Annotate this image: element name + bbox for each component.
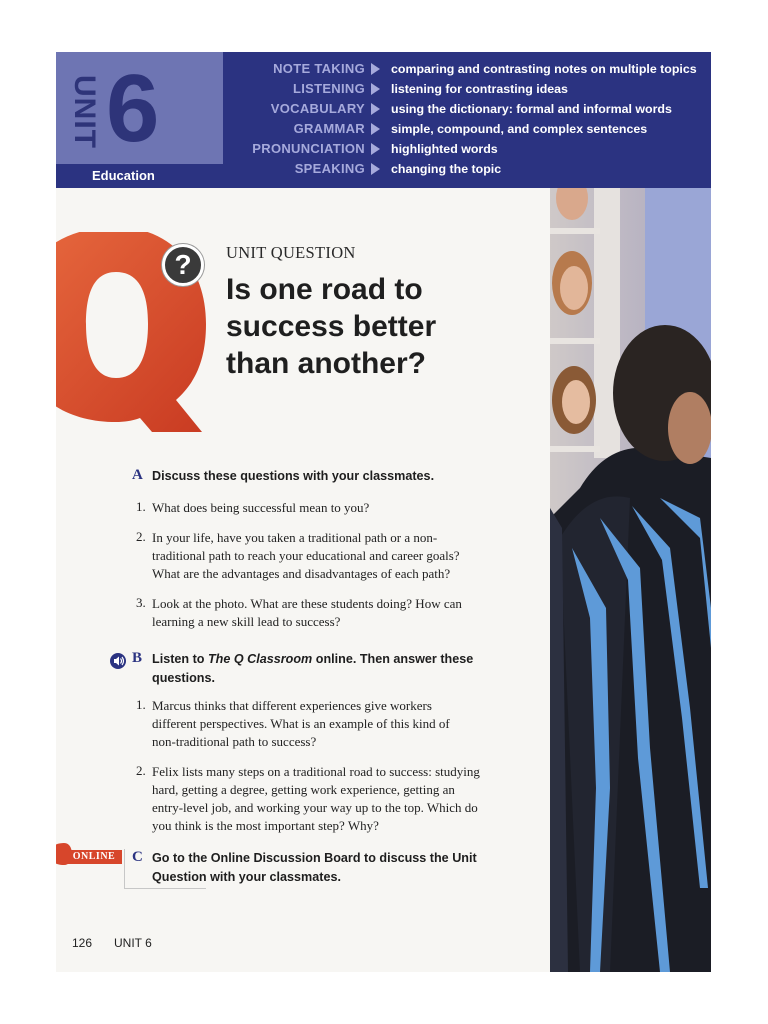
item-number: 1. [136, 697, 146, 712]
arrow-right-icon [371, 163, 380, 175]
item-line: entry-level job, and working your way up to the top. Which do [152, 800, 478, 815]
skill-name: LISTENING [292, 81, 365, 96]
unit-theme: Education [56, 164, 223, 188]
textbook-page [56, 52, 711, 972]
instruction-text: Question with your classmates. [152, 870, 341, 884]
instruction-text: Listen to [152, 652, 208, 666]
item-line: traditional path to reach your educational and career goals? [152, 548, 460, 563]
skill-row [223, 139, 711, 159]
skill-row [223, 79, 711, 99]
item-number: 2. [136, 763, 146, 778]
unit-question-line: Is one road to [226, 273, 423, 306]
page-number: 126 [72, 936, 93, 950]
skill-row [223, 159, 711, 179]
skill-row [223, 59, 711, 79]
item-number: 2. [136, 529, 146, 544]
item-line: different perspectives. What is an example of this kind of [152, 716, 450, 731]
footer-unit-label: UNIT 6 [114, 936, 152, 950]
skill-description: simple, compound, and complex sentences [391, 122, 648, 136]
instruction-text: questions. [152, 671, 215, 685]
skill-row [223, 119, 711, 139]
item-line: In your life, have you taken a traditional path or a non- [152, 530, 438, 545]
item-line: What does being successful mean to you? [152, 500, 370, 515]
unit-question-line: success better [226, 310, 437, 343]
skill-description: comparing and contrasting notes on multiple topics [391, 62, 697, 76]
divider [124, 849, 125, 889]
skill-name: PRONUNCIATION [252, 141, 365, 156]
unit-question-title [226, 271, 546, 382]
skills-bar [223, 52, 711, 188]
activity-c-letter: C [132, 849, 143, 865]
item-line: hard, getting a degree, getting work experience, getting an [152, 782, 455, 797]
activity-a-item [152, 499, 532, 517]
item-line: you think is the most important step? Why? [152, 818, 379, 833]
item-number: 3. [136, 595, 146, 610]
classroom-photo [550, 188, 711, 972]
skill-description: using the dictionary: formal and informal words [391, 102, 672, 116]
online-badge[interactable] [56, 847, 124, 867]
item-line: Look at the photo. What are these students doing? How can [152, 596, 462, 611]
activity-c-instruction [152, 849, 492, 887]
audio-speaker-icon[interactable] [110, 653, 126, 669]
activity-a-item [152, 529, 532, 583]
unit-number: 6 [106, 55, 160, 162]
question-badge-icon: ? [162, 244, 204, 286]
skill-description: changing the topic [391, 162, 502, 176]
item-line: Marcus thinks that different experiences give workers [152, 698, 432, 713]
arrow-right-icon [371, 83, 380, 95]
activity-b-item [152, 697, 532, 751]
skill-name: SPEAKING [294, 161, 365, 176]
activity-b-letter: B [132, 650, 143, 666]
arrow-right-icon [371, 103, 380, 115]
arrow-right-icon [371, 63, 380, 75]
instruction-text: Go to the Online Discussion Board to discuss the Unit [152, 851, 477, 865]
q-classroom-link[interactable]: The Q Classroom [207, 652, 313, 666]
activity-a-item [152, 595, 532, 631]
instruction-text: online. Then answer these [312, 652, 474, 666]
speaker-icon [110, 653, 126, 669]
skill-name: VOCABULARY [270, 101, 365, 116]
item-line: Felix lists many steps on a traditional road to success: studying [152, 764, 480, 779]
activity-a-letter: A [132, 467, 143, 483]
unit-question-line: than another? [226, 347, 426, 380]
item-line: learning a new skill lead to success? [152, 614, 341, 629]
item-line: What are the advantages and disadvantages of each path? [152, 566, 451, 581]
activity-a-instruction: Discuss these questions with your classmates. [152, 469, 435, 483]
unit-question-label: UNIT QUESTION [226, 243, 356, 262]
item-line: non-traditional path to success? [152, 734, 317, 749]
photo-illustration [550, 188, 711, 972]
arrow-right-icon [371, 123, 380, 135]
divider [124, 888, 206, 889]
skill-row [223, 99, 711, 119]
skill-description: highlighted words [391, 142, 498, 156]
item-number: 1. [136, 499, 146, 514]
activity-b-instruction [152, 650, 482, 688]
activity-b-item [152, 763, 552, 835]
skill-name: NOTE TAKING [273, 61, 365, 76]
unit-tab [56, 52, 223, 188]
unit-word: UNIT [68, 75, 101, 149]
skill-description: listening for contrasting ideas [391, 82, 568, 96]
online-label: ONLINE [66, 850, 122, 864]
arrow-right-icon [371, 143, 380, 155]
skill-name: GRAMMAR [293, 121, 365, 136]
